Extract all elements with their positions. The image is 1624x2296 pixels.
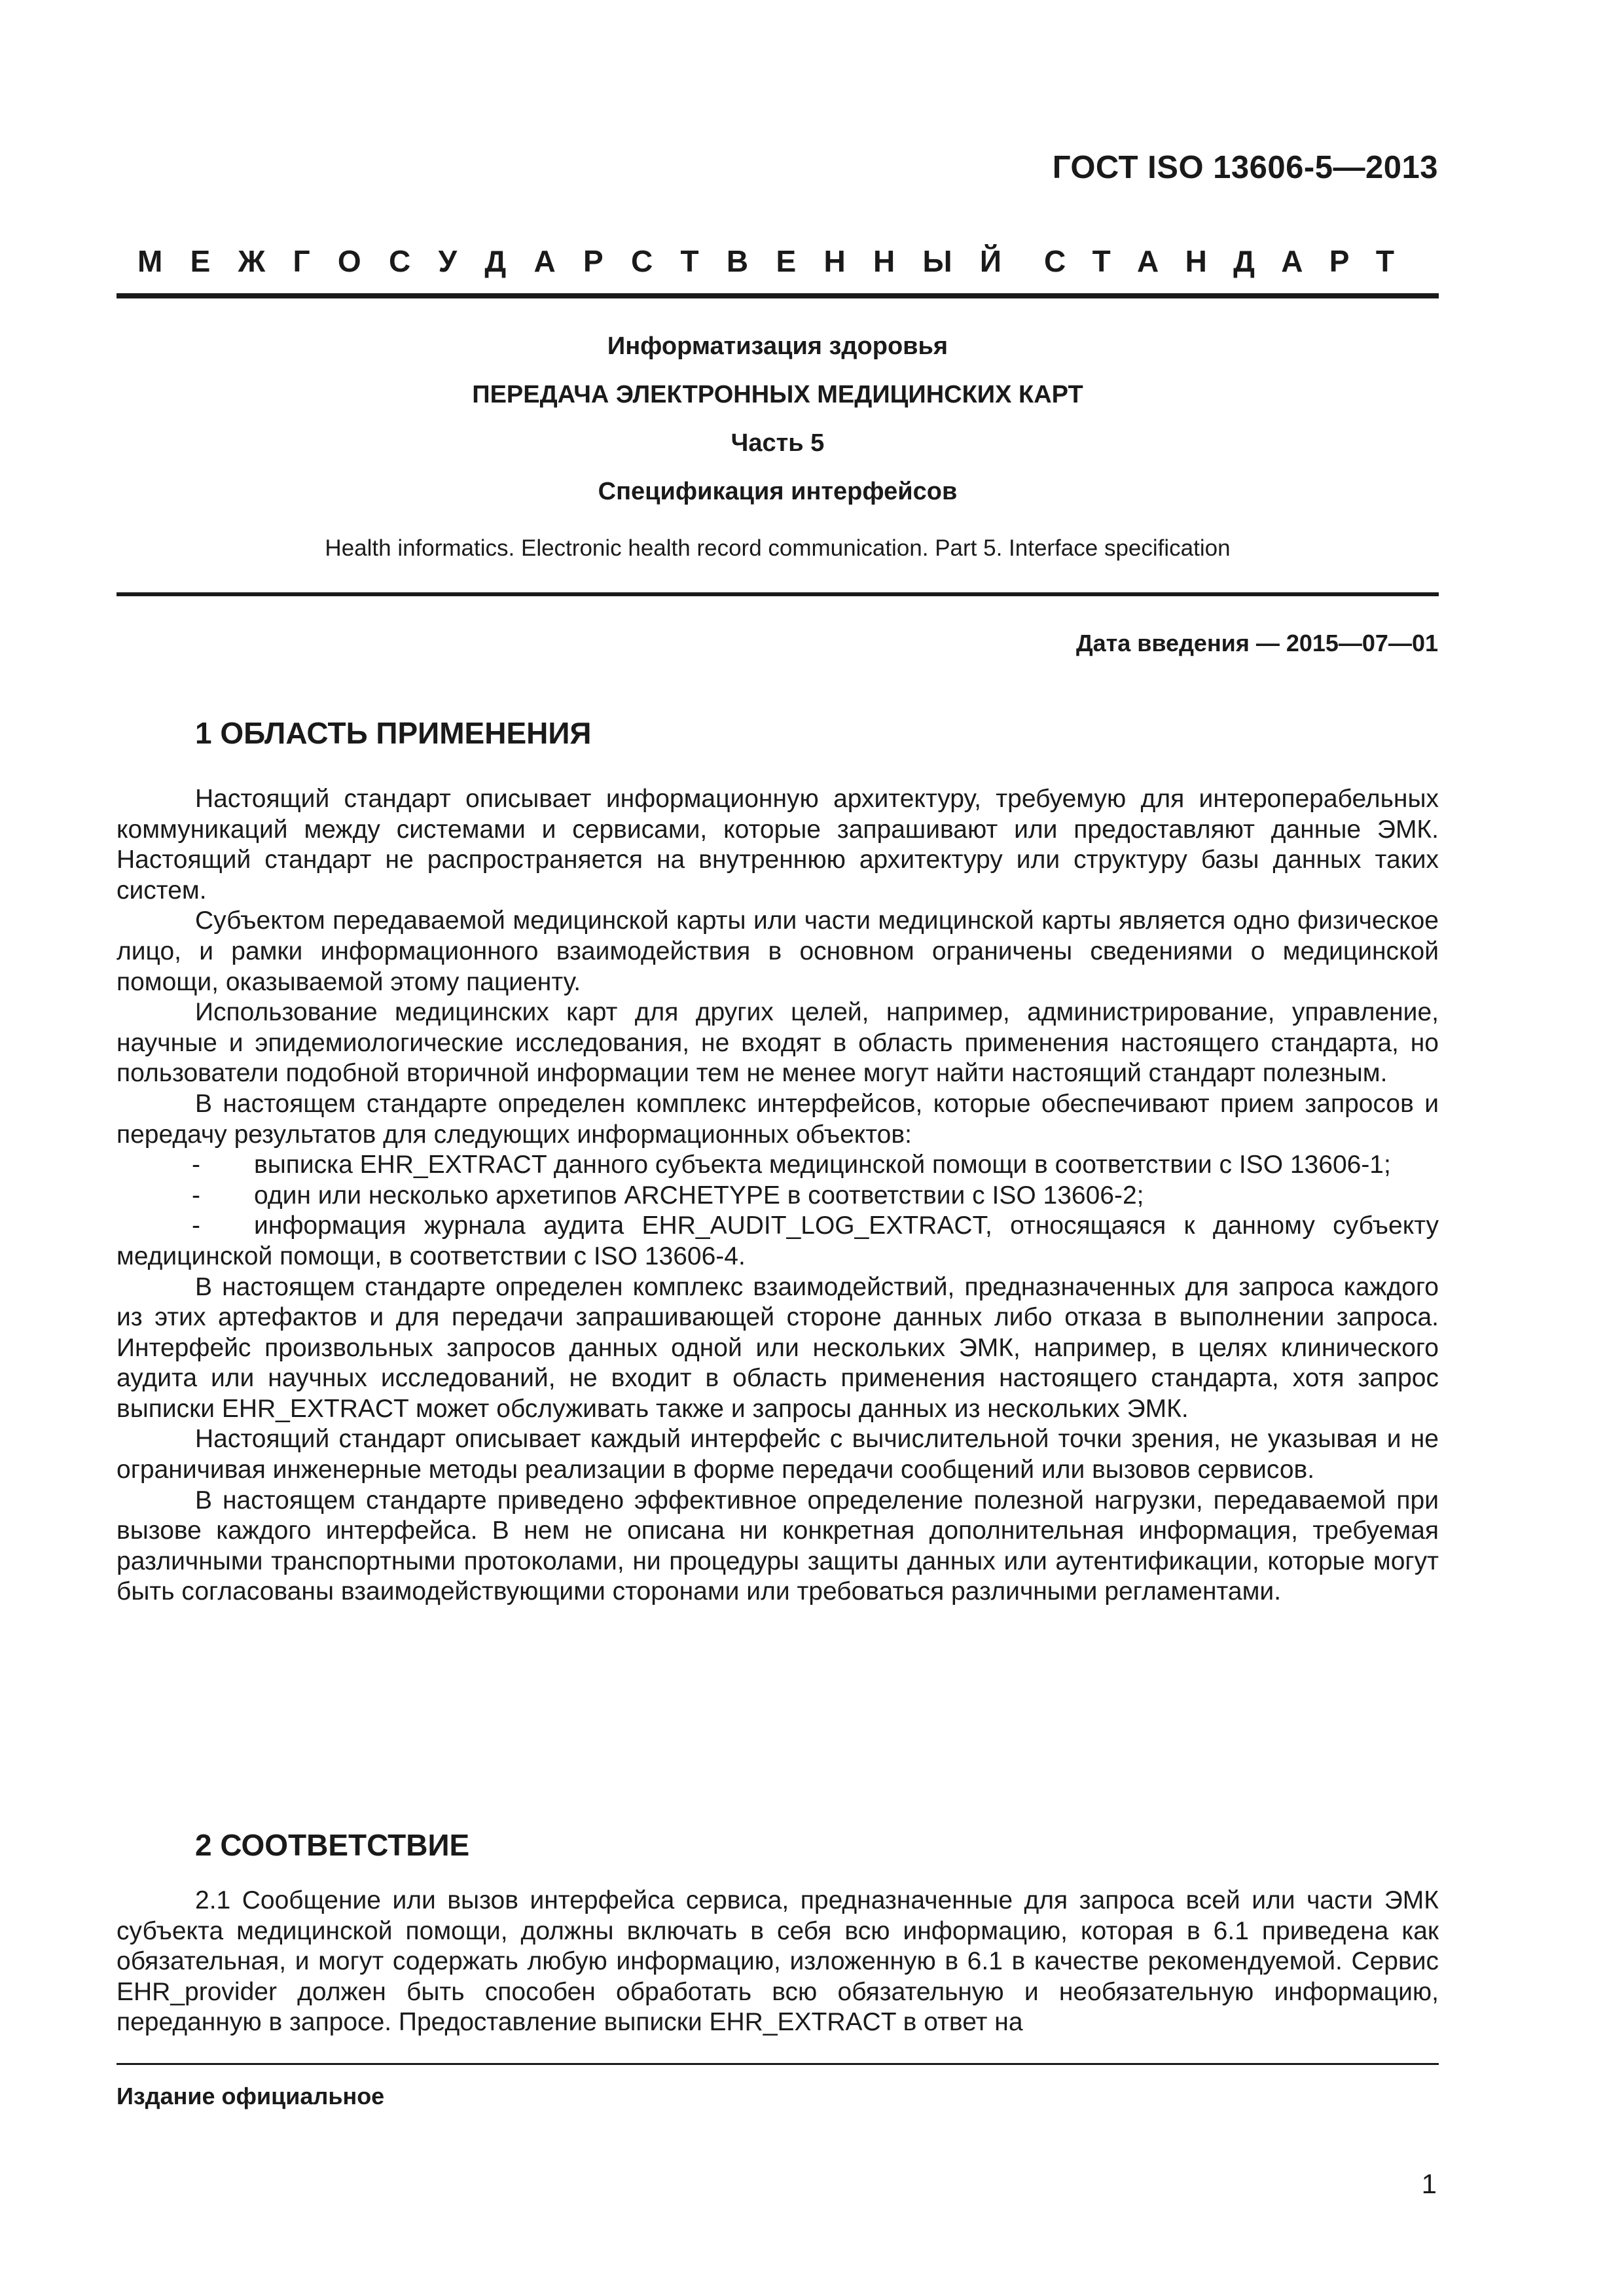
standard-word [1044, 243, 1394, 279]
banner-letter: Н [1185, 244, 1207, 278]
banner-letter: Й [979, 244, 1001, 278]
banner-letter: Д [484, 244, 507, 278]
paragraph: Использование медицинских карт для других целей, например, администрирование, управление, научные и эпидемиологические исследования, не входят в область применения настоящего стандарта, но пользователи подобной вторичной информации тем не менее могут найти настоящий стандарт полезным. [117, 998, 1439, 1088]
banner-letter: Е [190, 244, 211, 278]
paragraph: Настоящий стандарт описывает каждый интерфейс с вычислительной точки зрения, не указывая и не ограничивая инженерные методы реализации в форме передачи сообщений или вызовов сервисов. [117, 1425, 1439, 1484]
banner-letter: Р [583, 244, 604, 278]
title-line-1: Информатизация здоровья [607, 332, 948, 360]
banner-letter: Е [776, 244, 797, 278]
banner-letter: А [1281, 244, 1303, 278]
banner-letter: У [438, 244, 458, 278]
banner-letter: Т [1092, 244, 1111, 278]
banner-letter: Ы [922, 244, 952, 278]
title-line-2: ПЕРЕДАЧА ЭЛЕКТРОННЫХ МЕДИЦИНСКИХ КАРТ [472, 381, 1083, 408]
paragraph: 2.1 Сообщение или вызов интерфейса сервиса, предназначенные для запроса всей или части ЭМК субъекта медицинской помощи, должны включать в себя всю информацию, которая в 6.1 приведена как обязательная, и могут содержать любую информацию, изложенную в 6.1 в качестве рекомендуемой. Сервис EHR_provider должен быть способен обработать всю обязательную и необязательную информацию, переданную в запросе. Предоставление выписки EHR_EXTRACT в ответ на [117, 1886, 1439, 2037]
banner-letter: В [726, 244, 749, 278]
banner-letter: Н [823, 244, 846, 278]
paragraph: В настоящем стандарте определен комплекс взаимодействий, предназначенных для запроса каждого из этих артефактов и для передачи запрашивающей стороне данных либо отказа в выполнении запроса. Интерфейс произвольных запросов данных одной или нескольких ЭМК, например, в целях клинического аудита или научных исследований, не входит в область применения настоящего стандарта, хотя запрос выписки EHR_EXTRACT может обслуживать также и запросы данных из нескольких ЭМК. [117, 1272, 1439, 1423]
banner-letter: С [388, 244, 411, 278]
title-rule [117, 592, 1439, 596]
paragraph: В настоящем стандарте приведено эффективное определение полезной нагрузки, передаваемой при вызове каждого интерфейса. В нем не описана ни конкретная дополнительная информация, требуемая различными транспортными протоколами, ни процедуры защиты данных или аутентификации, которые могут быть согласованы взаимодействующими сторонами или требоваться различными регламентами. [117, 1486, 1439, 1606]
banner-letter: Д [1233, 244, 1255, 278]
banner-letter: М [137, 244, 163, 278]
section-2-heading: 2 СООТВЕТСТВИЕ [195, 1828, 470, 1862]
list-item [117, 1150, 1439, 1181]
list-dash: - [192, 1151, 200, 1179]
list-item [117, 1181, 1439, 1211]
list-item-text: выписка EHR_EXTRACT данного субъекта медицинской помощи в соответствии с ISO 13606-1; [254, 1151, 1391, 1179]
list-dash: - [192, 1181, 200, 1210]
title-line-4: Спецификация интерфейсов [598, 478, 958, 505]
page-number: 1 [1421, 2168, 1437, 2199]
list-item-text: информация журнала аудита EHR_AUDIT_LOG_EXTRACT, относящаяся к данному субъекту медицинской помощи, в соответствии с ISO 13606-4. [117, 1211, 1439, 1270]
list-dash: - [192, 1211, 200, 1240]
footer-rule [117, 2063, 1439, 2065]
banner-letter: С [1044, 244, 1066, 278]
section-1-heading: 1 ОБЛАСТЬ ПРИМЕНЕНИЯ [195, 716, 592, 750]
paragraph: В настоящем стандарте определен комплекс интерфейсов, которые обеспечивают прием запросов и передачу результатов для следующих информационных объектов: [117, 1089, 1439, 1149]
english-title: Health informatics. Electronic health record communication. Part 5. Interface specification [325, 535, 1231, 561]
banner-letter: А [1137, 244, 1159, 278]
section-2-body [117, 1886, 1439, 2038]
banner-letter: Ж [238, 244, 266, 278]
gost-code: ГОСТ ISO 13606-5—2013 [1052, 150, 1438, 185]
paragraph: Настоящий стандарт описывает информационную архитектуру, требуемую для интероперабельных коммуникаций между системами и сервисами, которые запрашивают или предоставляют данные ЭМК. Настоящий стандарт не распространяется на внутреннюю архитектуру или структуру базы данных таких систем. [117, 785, 1439, 905]
banner-letter: Т [1375, 244, 1394, 278]
section-1-body [117, 784, 1439, 1607]
banner-letter: Т [680, 244, 699, 278]
interstate-standard-banner [137, 243, 1394, 279]
list-item-text: один или несколько архетипов ARCHETYPE в соответствии с ISO 13606-2; [254, 1181, 1144, 1210]
banner-letter: Р [1329, 244, 1350, 278]
edition-label: Издание официальное [117, 2083, 385, 2109]
banner-letter: Г [293, 244, 310, 278]
banner-letter: С [630, 244, 653, 278]
title-line-3: Часть 5 [731, 429, 825, 457]
banner-letter: Н [873, 244, 895, 278]
list-item [117, 1211, 1439, 1272]
banner-letter: А [533, 244, 556, 278]
paragraph: Субъектом передаваемой медицинской карты или части медицинской карты является одно физическое лицо, и рамки информационного взаимодействия в основном ограничены сведениями о медицинской помощи, оказываемой этому пациенту. [117, 906, 1439, 996]
banner-letter: О [337, 244, 361, 278]
header-rule [117, 293, 1439, 298]
intro-date: Дата введения — 2015—07—01 [1075, 630, 1438, 656]
interstate-word [137, 243, 1001, 279]
